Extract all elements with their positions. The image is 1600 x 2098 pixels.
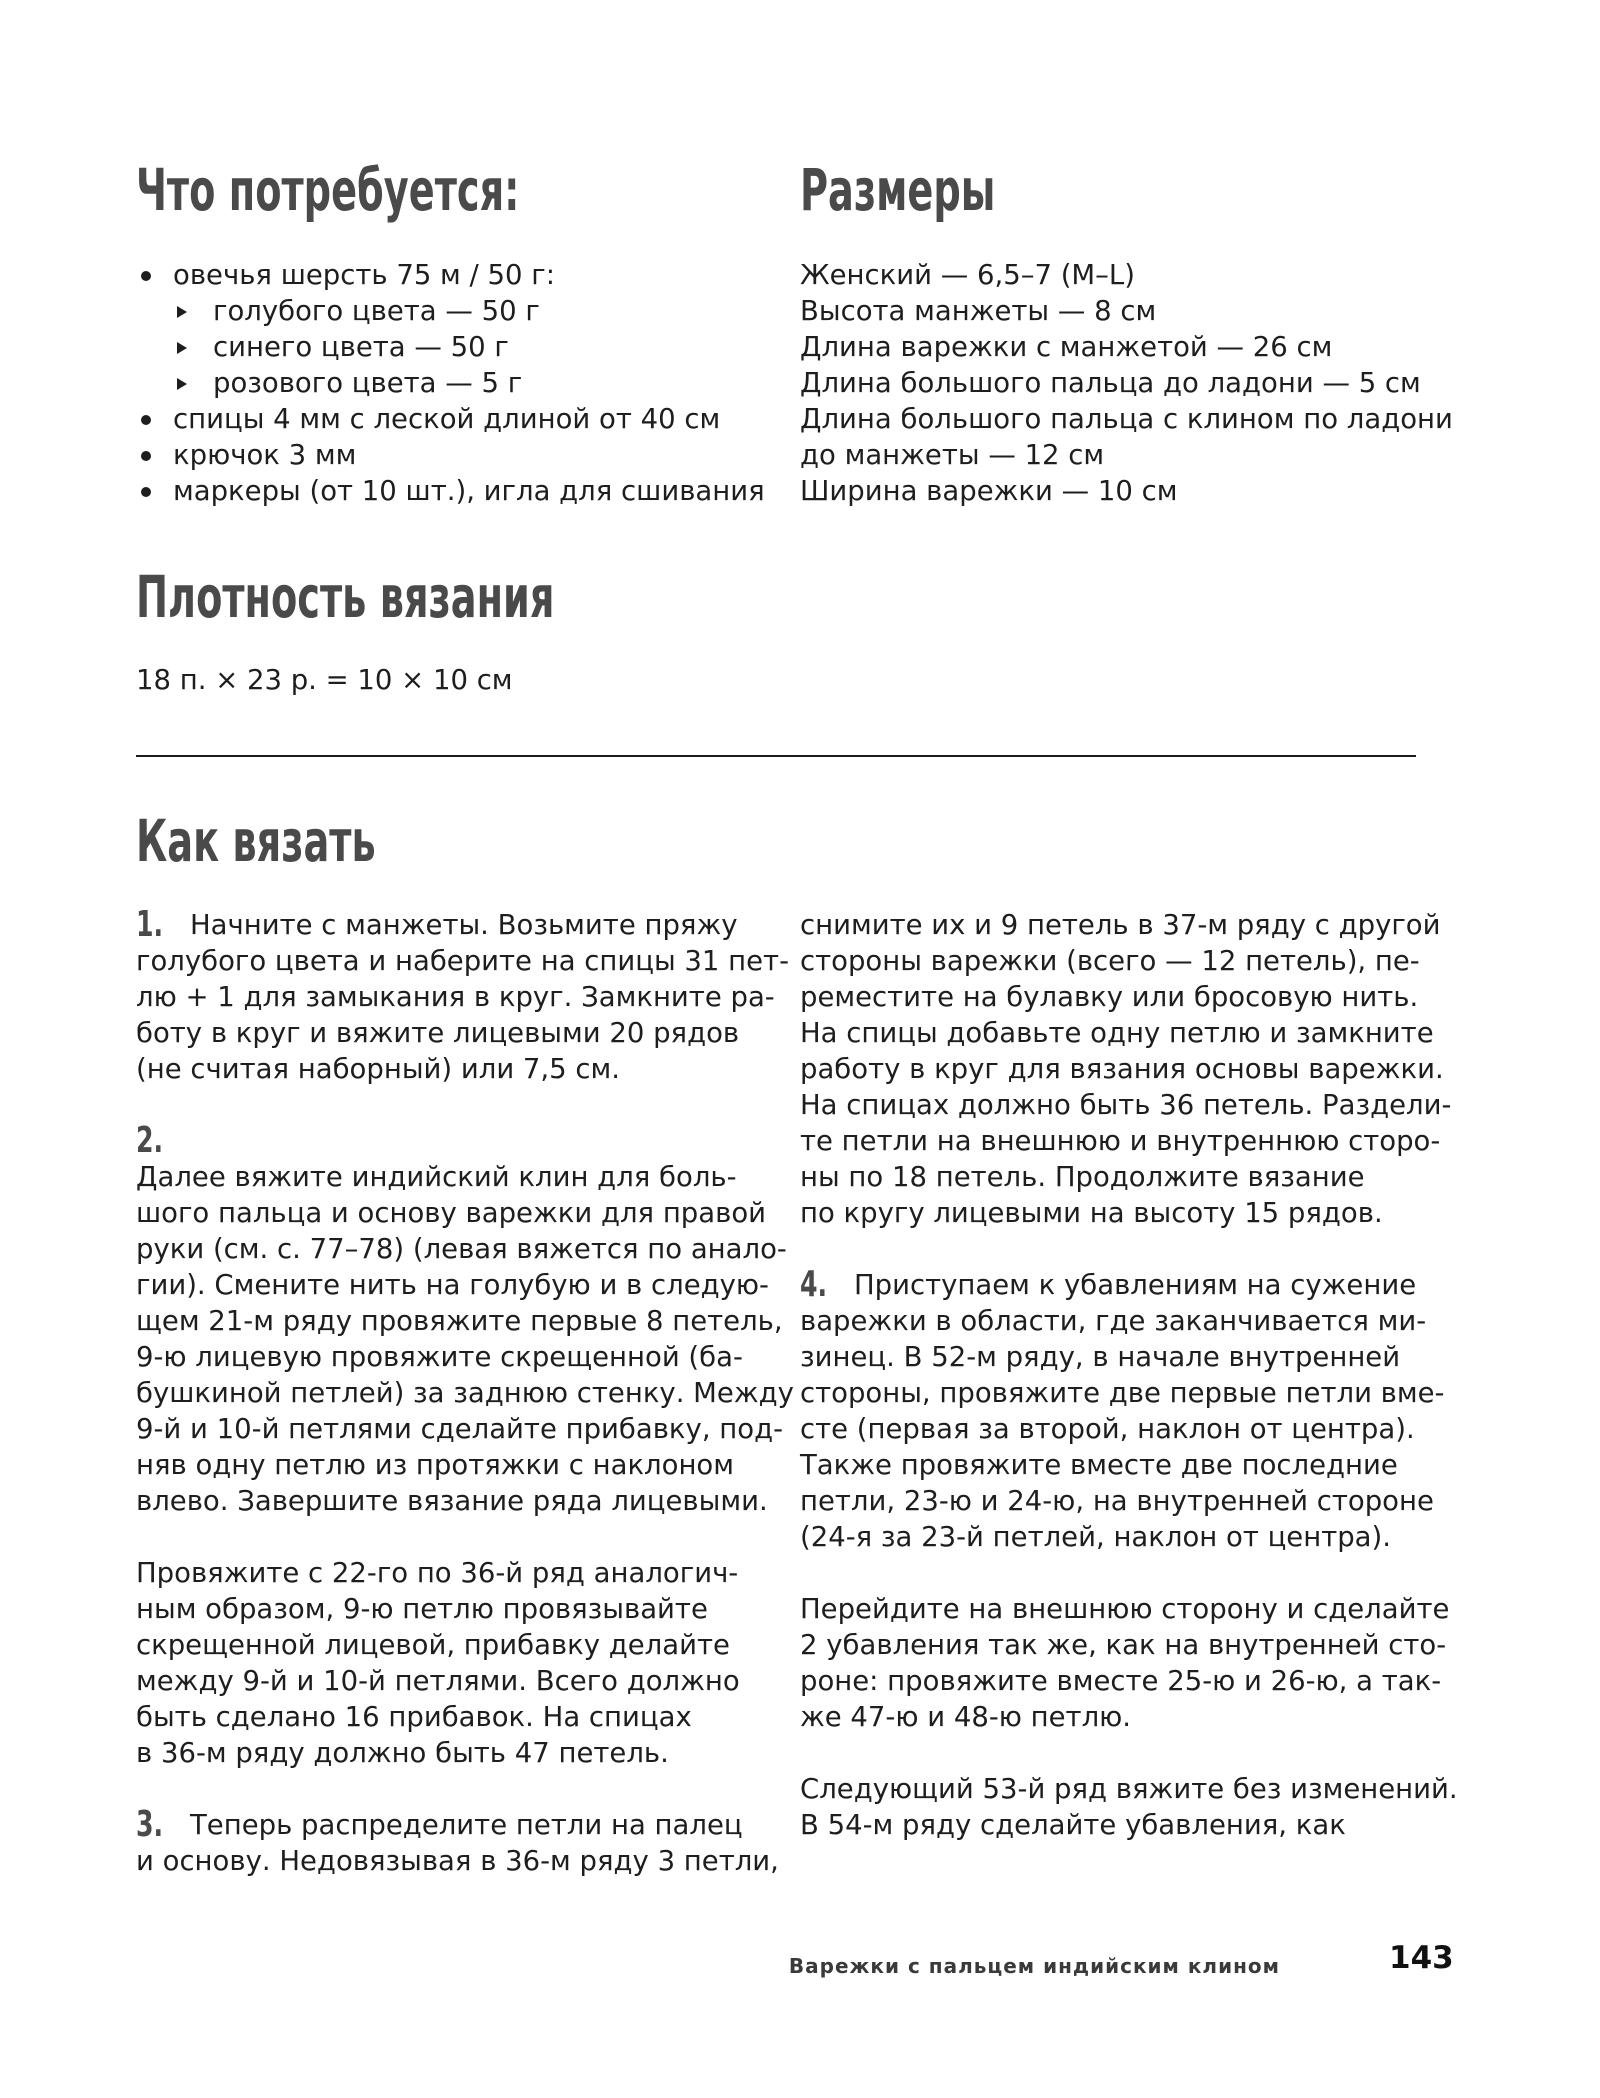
text-line: боту в круг и вяжите лицевыми 20 рядов: [136, 1017, 740, 1049]
step-number: 1.: [136, 904, 164, 945]
text-line: между 9-й и 10-й петлями. Всего должно: [136, 1665, 740, 1697]
text-line: реместите на булавку или бросовую нить.: [800, 981, 1419, 1013]
sizes-heading: Размеры: [800, 156, 996, 224]
list-item: розового цвета — 5 г: [136, 365, 765, 401]
materials-heading: Что потребуется:: [136, 156, 520, 224]
gauge-text: 18 п. × 23 р. = 10 × 10 см: [136, 664, 513, 696]
text-line: лю + 1 для замыкания в круг. Замкните ра-: [136, 981, 775, 1013]
step-number: 2.: [136, 1120, 164, 1161]
text-line: руки (см. с. 77–78) (левая вяжется по анало-: [136, 1233, 787, 1265]
text-line: (24-я за 23-й петлей, наклон от центра).: [800, 1521, 1392, 1553]
text-line: стороны, провяжите две первые петли вме-: [800, 1377, 1445, 1409]
text-line: влево. Завершите вязание ряда лицевыми.: [136, 1485, 768, 1517]
text-line: Теперь распределите петли на палец: [190, 1809, 743, 1841]
text-line: Приступаем к убавлениям на сужение: [854, 1269, 1417, 1301]
list-item: голубого цвета — 50 г: [136, 293, 765, 329]
sizes-line: Длина большого пальца до ладони — 5 см: [800, 367, 1421, 399]
list-item: овечья шерсть 75 м / 50 г:: [136, 257, 765, 293]
instruction-paragraph: [800, 1591, 1450, 1735]
instructions-left-column: [136, 904, 794, 1879]
text-line: и основу. Недовязывая в 36-м ряду 3 петли,: [136, 1845, 779, 1877]
bullet-dot-icon: [141, 451, 151, 461]
sizes-line: Ширина варежки — 10 см: [800, 475, 1178, 507]
instruction-paragraph: [136, 1120, 794, 1519]
instruction-paragraph: [800, 1771, 1458, 1843]
sizes-line: Женский — 6,5–7 (M–L): [800, 259, 1135, 291]
bullet-dot-icon: [141, 415, 151, 425]
text-line: голубого цвета и наберите на спицы 31 пет-: [136, 945, 790, 977]
triangle-bullet-icon: [177, 378, 187, 390]
sizes-line: Длина варежки с манжетой — 26 см: [800, 331, 1333, 363]
text-line: же 47-ю и 48-ю петлю.: [800, 1701, 1132, 1733]
bullet-dot-icon: [141, 271, 151, 281]
triangle-bullet-icon: [177, 306, 187, 318]
text-line: зинец. В 52-м ряду, в начале внутренней: [800, 1341, 1401, 1373]
sizes-line: Длина большого пальца с клином по ладони: [800, 403, 1453, 435]
text-line: варежки в области, где заканчивается ми-: [800, 1305, 1427, 1337]
text-line: щем 21-м ряду провяжите первые 8 петель,: [136, 1305, 783, 1337]
text-line: быть сделано 16 прибавок. На спицах: [136, 1701, 692, 1733]
step-number: 3.: [136, 1804, 164, 1845]
footer-title: Варежки с пальцем индийским клином: [788, 1954, 1280, 1978]
list-item: спицы 4 мм с леской длиной от 40 см: [136, 401, 765, 437]
text-line: снимите их и 9 петель в 37-м ряду с другой: [800, 909, 1441, 941]
instruction-paragraph: [136, 904, 790, 1087]
text-line: Начните с манжеты. Возьмите пряжу: [190, 909, 738, 941]
section-divider: [136, 755, 1416, 757]
text-line: В 54-м ряду сделайте убавления, как: [800, 1809, 1346, 1841]
text-line: сте (первая за второй, наклон от центра).: [800, 1413, 1415, 1445]
text-line: стороны варежки (всего — 12 петель), пе-: [800, 945, 1420, 977]
text-line: На спицах должно быть 36 петель. Раздели-: [800, 1089, 1452, 1121]
text-line: работу в круг для вязания основы варежки.: [800, 1053, 1444, 1085]
text-line: Следующий 53-й ряд вяжите без изменений.: [800, 1773, 1458, 1805]
triangle-bullet-icon: [177, 342, 187, 354]
text-line: шого пальца и основу варежки для правой: [136, 1197, 767, 1229]
sizes-list: [800, 257, 1453, 509]
text-line: скрещенной лицевой, прибавку делайте: [136, 1629, 730, 1661]
text-line: Перейдите на внешнюю сторону и сделайте: [800, 1593, 1450, 1625]
text-line: 9-ю лицевую провяжите скрещенной (ба-: [136, 1341, 743, 1373]
text-line: На спицы добавьте одну петлю и замкните: [800, 1017, 1434, 1049]
text-line: Далее вяжите индийский клин для боль-: [136, 1161, 737, 1193]
instruction-paragraph: [800, 1264, 1445, 1555]
list-item: маркеры (от 10 шт.), игла для сшивания: [136, 473, 765, 509]
text-line: петли, 23-ю и 24-ю, на внутренней стороне: [800, 1485, 1434, 1517]
instruction-paragraph: [136, 1804, 779, 1879]
sizes-line: до манжеты — 12 см: [800, 439, 1105, 471]
gauge-heading: Плотность вязания: [136, 563, 555, 631]
instructions-right-column: [800, 907, 1458, 1843]
text-line: Также провяжите вместе две последние: [800, 1449, 1398, 1481]
text-line: гии). Смените нить на голубую и в следую-: [136, 1269, 769, 1301]
materials-list: [136, 257, 765, 509]
bullet-dot-icon: [141, 487, 151, 497]
text-line: в 36-м ряду должно быть 47 петель.: [136, 1737, 669, 1769]
list-item: синего цвета — 50 г: [136, 329, 765, 365]
text-line: по кругу лицевыми на высоту 15 рядов.: [800, 1197, 1383, 1229]
step-number: 4.: [800, 1264, 828, 1305]
list-item: крючок 3 мм: [136, 437, 765, 473]
text-line: 2 убавления так же, как на внутренней сто-: [800, 1629, 1447, 1661]
text-line: роне: провяжите вместе 25-ю и 26-ю, а так-: [800, 1665, 1442, 1697]
page-number: 143: [1389, 1940, 1454, 1976]
text-line: ным образом, 9-ю петлю провязывайте: [136, 1593, 708, 1625]
text-line: Провяжите с 22-го по 36-й ряд аналогич-: [136, 1557, 739, 1589]
text-line: бушкиной петлей) за заднюю стенку. Между: [136, 1377, 794, 1409]
sizes-line: Высота манжеты — 8 см: [800, 295, 1157, 327]
text-line: те петли на внешнюю и внутреннюю сторо-: [800, 1125, 1441, 1157]
text-line: (не считая наборный) или 7,5 см.: [136, 1053, 621, 1085]
text-line: ны по 18 петель. Продолжите вязание: [800, 1161, 1365, 1193]
instruction-paragraph: [800, 907, 1452, 1231]
instruction-paragraph: [136, 1555, 754, 1771]
instructions-heading: Как вязать: [136, 807, 376, 875]
text-line: няв одну петлю из протяжки с наклоном: [136, 1449, 735, 1481]
text-line: 9-й и 10-й петлями сделайте прибавку, под-: [136, 1413, 784, 1445]
